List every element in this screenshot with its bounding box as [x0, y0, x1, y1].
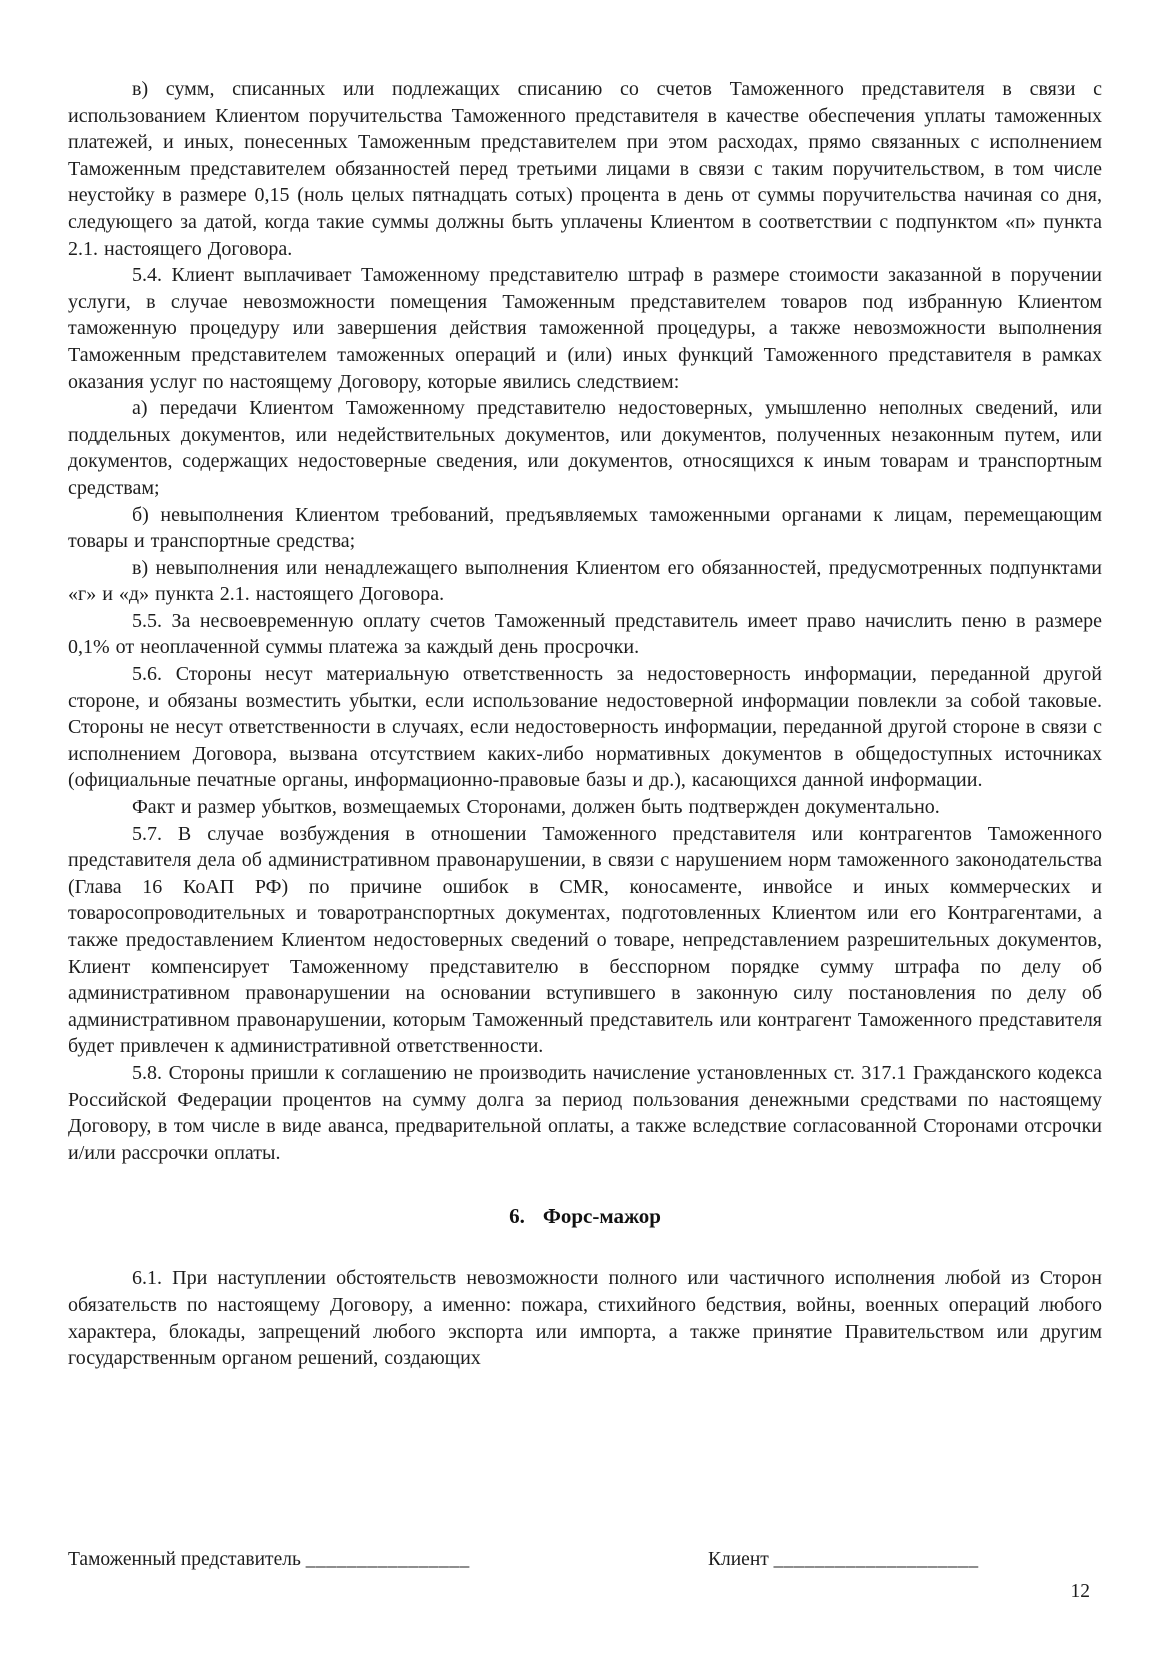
paragraph-clause-5-8: 5.8. Стороны пришли к соглашению не производить начисление установленных ст. 317.1 Гражданского кодекса Российской Федерации процентов на сумму долга за период пользования денежными средствами по настоящему Договору, в том числе в виде аванса, предварительной оплаты, а также вследствие согласованной Сторонами отсрочки и/или рассрочки оплаты.	[68, 1061, 1102, 1164]
client-label: Клиент	[708, 1549, 769, 1570]
client-signature-line: ____________________	[773, 1549, 979, 1570]
paragraph-clause-5-5: 5.5. За несвоевременную оплату счетов Таможенный представитель имеет право начислить пеню в размере 0,1% от неоплаченной суммы платежа за каждый день просрочки.	[68, 609, 1102, 659]
section-heading-number: 6.	[509, 1204, 525, 1229]
paragraph-clause-5-4-b: б) невыполнения Клиентом требований, предъявляемых таможенными органами к лицам, перемещающим товары и транспортные средства;	[68, 503, 1102, 553]
paragraph-clause-v-sums: в) сумм, списанных или подлежащих списанию со счетов Таможенного представителя в связи с использованием Клиентом поручительства Таможенного представителя в качестве обеспечения уплаты таможенных платежей, и иных, понесенных Таможенным представителем при этом расходах, прямо связанных с исполнением Таможенным представителем обязанностей перед третьими лицами в связи с таким поручительством, в том числе неустойку в размере 0,15 (ноль целых пятнадцать сотых) процента в день от суммы поручительства начиная со дня, следующего за датой, когда такие суммы должны быть уплачены Клиентом в соответствии с подпунктом «п» пункта 2.1. настоящего Договора.	[68, 78, 1102, 260]
signature-block-customs-representative	[68, 1547, 470, 1573]
paragraph-clause-6-1: 6.1. При наступлении обстоятельств невозможности полного или частичного исполнения любой из Сторон обязательств по настоящему Договору, а именно: пожара, стихийного бедствия, войны, военных операций любого характера, блокады, запрещений любого экспорта или импорта, а также принятие Правительством или другим государственным органом решений, создающих	[68, 1267, 1102, 1370]
paragraph-clause-5-4-v: в) невыполнения или ненадлежащего выполнения Клиентом его обязанностей, предусмотренных подпунктами «г» и «д» пункта 2.1. настоящего Договора.	[68, 556, 1102, 606]
customs-representative-signature-line: ________________	[305, 1549, 470, 1570]
signature-block-client	[708, 1547, 979, 1573]
paragraph-clause-5-6: 5.6. Стороны несут материальную ответственность за недостоверность информации, переданной другой стороне, и обязаны возместить убытки, если использование недостоверной информации повлекли за собой таковые. Стороны не несут ответственности в случаях, если недостоверность информации, переданной другой стороне в связи с исполнением Договора, вызвана отсутствием каких-либо нормативных документов в общедоступных источниках (официальные печатные органы, информационно-правовые базы и др.), касающихся данной информации.	[68, 663, 1102, 792]
customs-representative-label: Таможенный представитель	[68, 1549, 301, 1570]
section-heading-title: Форс-мажор	[542, 1204, 661, 1229]
paragraph-clause-5-4-a: а) передачи Клиентом Таможенному представителю недостоверных, умышленно неполных сведений, или поддельных документов, или недействительных документов, или документов, полученных незаконным путем, или документов, содержащих недостоверные сведения, или документов, относящихся к иным товарам и транспортным средствам;	[68, 397, 1102, 499]
signature-footer	[68, 1547, 1102, 1577]
page-number: 12	[1070, 1581, 1090, 1602]
document-body	[68, 76, 1102, 1372]
paragraph-clause-5-4: 5.4. Клиент выплачивает Таможенному представителю штраф в размере стоимости заказанной в поручении услуги, в случае невозможности помещения Таможенным представителем товаров под избранную Клиентом таможенную процедуру или завершения действия таможенной процедуры, а также невозможности выполнения Таможенным представителем таможенных операций и (или) иных функций Таможенного представителя в рамках оказания услуг по настоящему Договору, которые явились следствием:	[68, 264, 1102, 393]
section-heading-force-majeure	[68, 1204, 1102, 1229]
paragraph-clause-fact: Факт и размер убытков, возмещаемых Сторонами, должен быть подтвержден документально.	[132, 796, 940, 819]
paragraph-clause-5-7: 5.7. В случае возбуждения в отношении Таможенного представителя или контрагентов Таможенного представителя дела об административном правонарушении, в связи с нарушением норм таможенного законодательства (Глава 16 КоАП РФ) по причине ошибок в CMR, коносаменте, инвойсе и иных коммерческих и товаросопроводительных и товаротранспортных документах, подготовленных Клиентом или его Контрагентами, а также предоставлением Клиентом недостоверных сведений о товаре, непредставлением разрешительных документов, Клиент компенсирует Таможенному представителю в бесспорном порядке сумму штрафа по делу об административном правонарушении на основании вступившего в законную силу постановления по делу об административном правонарушении, которым Таможенный представитель или контрагент Таможенного представителя будет привлечен к административной ответственности.	[68, 822, 1102, 1058]
